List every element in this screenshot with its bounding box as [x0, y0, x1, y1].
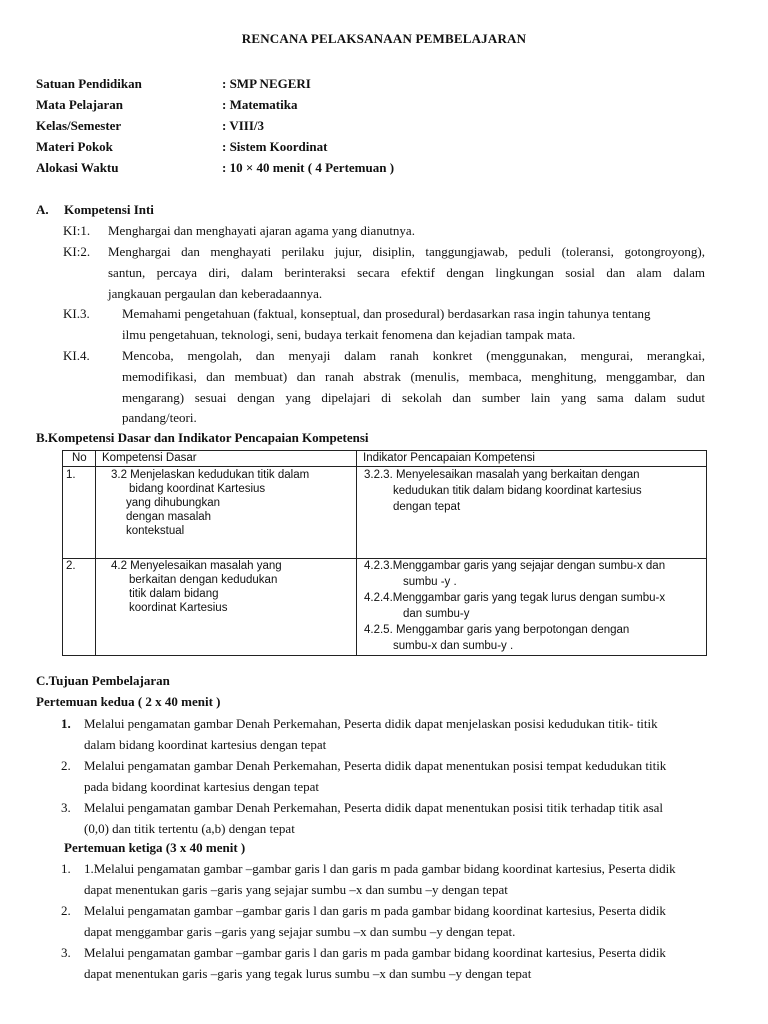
ki-number: KI:1.: [63, 223, 91, 238]
ki-text: Memahami pengetahuan (faktual, konseptual, dan prosedural) berdasarkan rasa ingin tahunya tentang: [122, 306, 651, 321]
objective-text: dapat menentukan garis –garis yang tegak lurus sumbu –x dan sumbu –y dengan tepat: [84, 966, 532, 981]
meta-value: : VIII/3: [222, 118, 265, 133]
objective-number: 2.: [61, 758, 71, 773]
table-cell-kd: koordinat Kartesius: [129, 602, 228, 614]
table-cell-indicator: 4.2.5. Menggambar garis yang berpotongan dengan: [364, 624, 630, 636]
table-cell-kd: titik dalam bidang: [129, 588, 219, 600]
table-cell-kd: kontekstual: [126, 525, 185, 537]
ki-text: Mencoba, mengolah, dan menyaji dalam ranah konkret (menggunakan, mengurai, merangkai,: [122, 348, 705, 363]
table-cell-indicator: kedudukan titik dalam bidang koordinat kartesius: [393, 485, 642, 497]
objective-text: Melalui pengamatan gambar Denah Perkemahan, Peserta didik dapat menentukan posisi tempat kedudukan titik: [84, 758, 667, 773]
ki-text: memodifikasi, dan membuat) dan ranah abstrak (menulis, membaca, menghitung, menggambar, dan: [122, 369, 705, 384]
meeting2-heading: Pertemuan kedua ( 2 x 40 menit ): [36, 694, 221, 709]
objective-text: dapat menggambar garis –garis yang sejajar sumbu –x dan sumbu –y dengan tepat.: [84, 924, 516, 939]
table-header-indicator: Indikator Pencapaian Kompetensi: [363, 452, 535, 464]
ki-text: Menghargai dan menghayati perilaku jujur, disiplin, tanggungjawab, peduli (toleransi, gotongroyong),: [108, 244, 705, 259]
objective-text: pada bidang koordinat kartesius dengan tepat: [84, 779, 320, 794]
kd-indicator-table: [62, 450, 707, 656]
ki-number: KI.4.: [63, 348, 90, 363]
ki-text: Menghargai dan menghayati ajaran agama yang dianutnya.: [108, 223, 415, 238]
objective-number: 2.: [61, 903, 71, 918]
meta-label: Kelas/Semester: [36, 118, 122, 133]
ki-text: santun, percaya diri, dalam berinteraksi secara efektif dengan lingkungan sosial dan alam dalam: [108, 265, 705, 280]
objective-text: Melalui pengamatan gambar Denah Perkemahan, Peserta didik dapat menjelaskan posisi kedudukan titik- titik: [84, 716, 658, 731]
table-cell-indicator: sumbu-x dan sumbu-y .: [393, 640, 514, 652]
table-header-no: No: [72, 452, 87, 464]
table-cell-kd: 4.2 Menyelesaikan masalah yang: [111, 560, 282, 572]
table-cell-no: 2.: [66, 560, 76, 572]
meta-label: Alokasi Waktu: [36, 160, 119, 175]
table-cell-kd: yang dihubungkan: [126, 497, 220, 509]
section-a-heading: Kompetensi Inti: [64, 202, 154, 217]
objective-number: 1.: [61, 716, 71, 731]
meta-value: : Sistem Koordinat: [222, 139, 328, 154]
table-cell-indicator: dengan tepat: [393, 501, 461, 513]
ki-text: pandang/teori.: [122, 410, 197, 425]
section-b-heading: B.Kompetensi Dasar dan Indikator Pencapaian Kompetensi: [36, 430, 369, 445]
ki-number: KI:2.: [63, 244, 91, 259]
objective-text: Melalui pengamatan gambar Denah Perkemahan, Peserta didik dapat menentukan posisi titik terhadap titik asal: [84, 800, 664, 815]
table-cell-indicator: sumbu -y .: [403, 576, 457, 588]
objective-text: 1.Melalui pengamatan gambar –gambar garis l dan garis m pada gambar bidang koordinat kartesius, Peserta didik: [84, 861, 676, 876]
objective-text: dapat menentukan garis –garis yang sejajar sumbu –x dan sumbu –y dengan tepat: [84, 882, 508, 897]
meta-label: Satuan Pendidikan: [36, 76, 142, 91]
objective-number: 3.: [61, 945, 71, 960]
table-cell-indicator: dan sumbu-y: [403, 608, 470, 620]
table-header-kd: Kompetensi Dasar: [102, 452, 197, 464]
section-a-letter: A.: [36, 202, 49, 217]
table-cell-kd: berkaitan dengan kedudukan: [129, 574, 278, 586]
meta-value: : 10 × 40 menit ( 4 Pertemuan ): [222, 160, 395, 175]
table-cell-kd: 3.2 Menjelaskan kedudukan titik dalam: [111, 469, 310, 481]
section-c-heading: C.Tujuan Pembelajaran: [36, 673, 170, 688]
table-cell-no: 1.: [66, 469, 76, 481]
meeting3-heading: Pertemuan ketiga (3 x 40 menit ): [64, 840, 246, 855]
meta-label: Mata Pelajaran: [36, 97, 124, 112]
table-cell-indicator: 3.2.3. Menyelesaikan masalah yang berkaitan dengan: [364, 469, 640, 481]
objective-number: 3.: [61, 800, 71, 815]
table-cell-indicator: 4.2.3.Menggambar garis yang sejajar dengan sumbu-x dan: [364, 560, 666, 572]
objective-text: dalam bidang koordinat kartesius dengan tepat: [84, 737, 327, 752]
meta-label: Materi Pokok: [36, 139, 113, 154]
table-cell-indicator: 4.2.4.Menggambar garis yang tegak lurus dengan sumbu-x: [364, 592, 666, 604]
document-title: RENCANA PELAKSANAAN PEMBELAJARAN: [241, 31, 527, 46]
ki-text: ilmu pengetahuan, teknologi, seni, budaya terkait fenomena dan kejadian tampak mata.: [122, 327, 576, 342]
meta-value: : SMP NEGERI: [222, 76, 311, 91]
table-cell-kd: bidang koordinat Kartesius: [129, 483, 266, 495]
objective-text: Melalui pengamatan gambar –gambar garis l dan garis m pada gambar bidang koordinat kartesius, Peserta didik: [84, 945, 666, 960]
ki-text: mengarang) sesuai dengan yang dipelajari di sekolah dan sumber lain yang sama dalam sudut: [122, 390, 705, 405]
table-cell-kd: dengan masalah: [126, 511, 212, 523]
objective-text: Melalui pengamatan gambar –gambar garis l dan garis m pada gambar bidang koordinat kartesius, Peserta didik: [84, 903, 666, 918]
meta-value: : Matematika: [222, 97, 298, 112]
ki-number: KI.3.: [63, 306, 90, 321]
objective-number: 1.: [61, 861, 71, 876]
ki-text: jangkauan pergaulan dan keberadaannya.: [108, 286, 323, 301]
objective-text: (0,0) dan titik tertentu (a,b) dengan tepat: [84, 821, 295, 836]
